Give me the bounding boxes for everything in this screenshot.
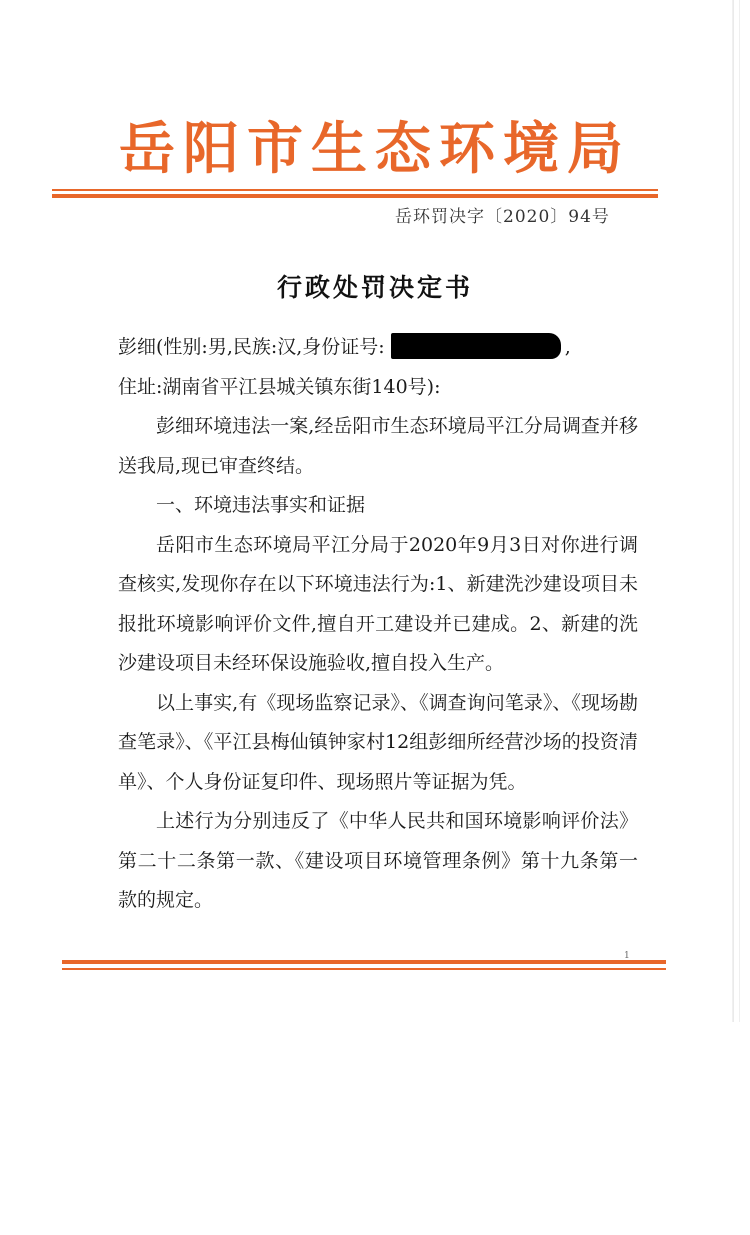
page-number: 1 — [624, 951, 630, 961]
letterhead-rule-thick — [52, 194, 658, 198]
party-line-1-end: , — [564, 336, 571, 358]
letterhead-rule-thin — [52, 189, 658, 191]
footer-rule-thick — [62, 960, 666, 964]
agency-letterhead: 岳阳市生态环境局 — [119, 117, 631, 182]
redaction-block — [391, 333, 561, 359]
document-number: 岳环罚决字〔2020〕94号 — [395, 207, 610, 227]
party-line-1 — [118, 328, 638, 368]
facts-paragraph: 岳阳市生态环境局平江分局于2020年9月3日对你进行调查核实,发现你存在以下环境违法行为:1、新建洗沙建设项目未报批环境影响评价文件,擅自开工建设并已建成。2、新建的洗沙建设项目未经环保设施验收,擅自投入生产。 — [118, 533, 638, 674]
document-body — [118, 328, 638, 921]
section-heading-facts: 一、环境违法事实和证据 — [156, 494, 366, 516]
party-identity-text: 彭细(性别:男,民族:汉,身份证号: — [118, 336, 385, 358]
document-title: 行政处罚决定书 — [276, 273, 473, 302]
violation-paragraph: 上述行为分别违反了《中华人民共和国环境影响评价法》第二十二条第一款、《建设项目环境管理条例》第十九条第一款的规定。 — [118, 810, 638, 911]
party-address: 住址:湖南省平江县城关镇东街140号): — [118, 375, 441, 398]
case-intro-paragraph: 彭细环境违法一案,经岳阳市生态环境局平江分局调查并移送我局,现已审查终结。 — [118, 415, 638, 477]
footer-rule-thin — [62, 968, 666, 970]
evidence-paragraph: 以上事实,有《现场监察记录》、《调查询问笔录》、《现场勘查笔录》、《平江县梅仙镇钟家村12组彭细所经营沙场的投资清单》、个人身份证复印件、现场照片等证据为凭。 — [118, 691, 638, 793]
